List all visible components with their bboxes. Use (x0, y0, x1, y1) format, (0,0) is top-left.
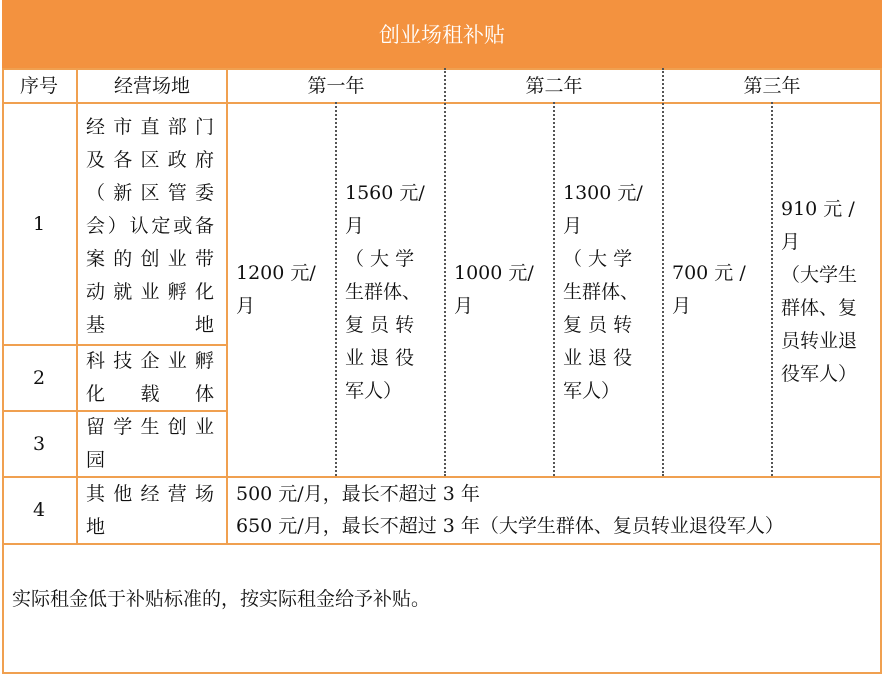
header-year2: 第二年 (525, 74, 583, 97)
row-no-2: 2 (32, 366, 46, 389)
row-venue-3: 留学生创业 园 (86, 416, 216, 471)
year1-special-amount: 1560 元/ 月 （ 大 学 生群体、 复 员 转 业 退 役 军人） (345, 182, 425, 402)
divider (226, 68, 228, 543)
divider (553, 102, 555, 476)
header-no: 序号 (19, 74, 58, 97)
header-year1: 第一年 (307, 74, 365, 97)
other-venue-line-1: 500 元/月，最长不超过 3 年 (236, 483, 480, 505)
row-no-1: 1 (32, 212, 46, 235)
row-no-4: 4 (32, 499, 46, 521)
row-venue-1: 经市直部门 及各区政府 （新区管委 会）认定或备 案的创业带 动就业孵化 基地 (86, 116, 216, 336)
row-venue-2: 科技企业孵 化载体 (86, 350, 216, 405)
year2-normal-amount: 1000 元/ 月 (454, 262, 534, 317)
year3-special-amount: 910 元 / 月 （大学生 群体、复 员转业退 役军人） (781, 198, 858, 385)
row-venue-4: 其他经营场 地 (86, 483, 216, 538)
table-title: 创业场租补贴 (2, 0, 882, 68)
row-no-3: 3 (32, 432, 46, 455)
divider (662, 68, 664, 476)
divider (76, 68, 78, 543)
year3-normal-amount: 700 元 / 月 (672, 262, 746, 317)
divider (335, 102, 337, 476)
note-text: 实际租金低于补贴标准的，按实际租金给予补贴。 (12, 588, 431, 610)
header-venue: 经营场地 (113, 74, 190, 97)
header-year3: 第三年 (743, 74, 801, 97)
year2-special-amount: 1300 元/ 月 （ 大 学 生群体、 复 员 转 业 退 役 军人） (563, 182, 643, 402)
other-venue-line-2: 650 元/月，最长不超过 3 年（大学生群体、复员转业退役军人） (236, 515, 784, 537)
divider (444, 68, 446, 476)
divider (771, 102, 773, 476)
year1-normal-amount: 1200 元/ 月 (236, 262, 316, 317)
